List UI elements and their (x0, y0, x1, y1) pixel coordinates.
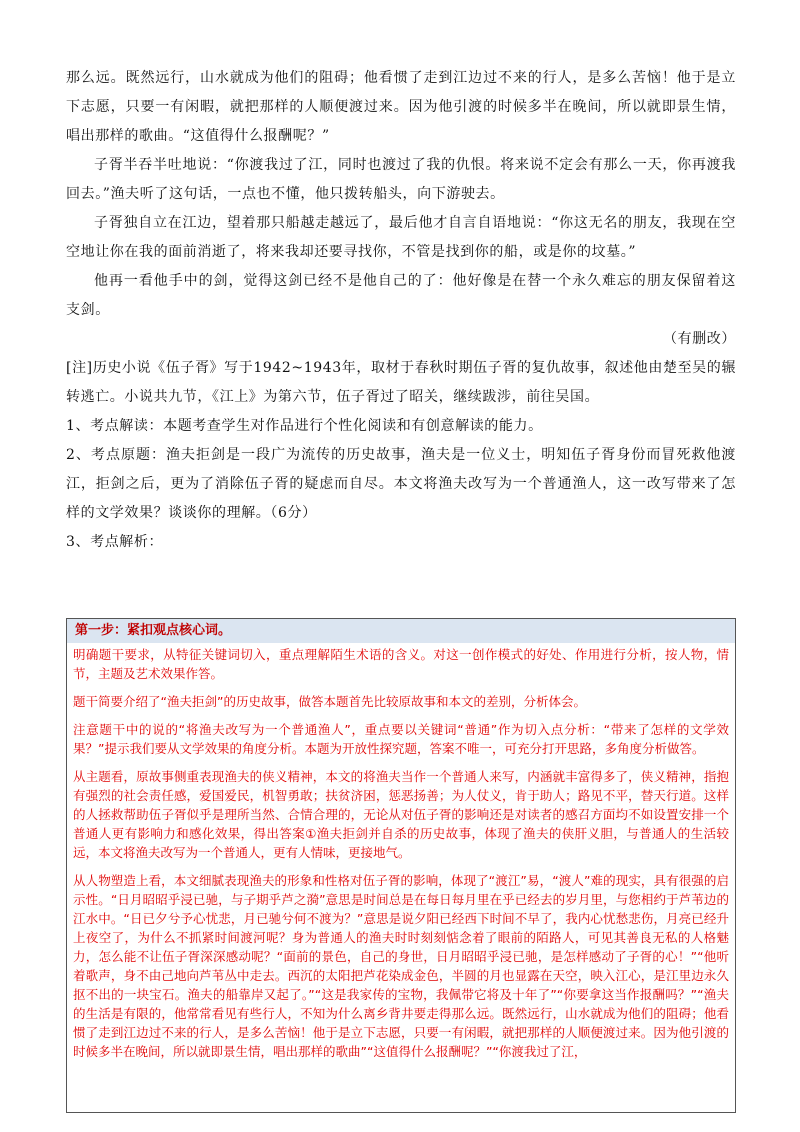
body-text (66, 64, 736, 557)
paragraph: 子胥独自立在江边，望着那只船越走越远了，最后他才自言自语地说：“你这无名的朋友，我现在空空地让你在我的面前消逝了，将来我却还要寻找你，不管是找到你的船，或是你的坟墓。” (66, 215, 736, 260)
analysis-paragraph: 明确题干要求，从特征关键词切入，重点理解陌生术语的含义。对这一创作模式的好处、作用进行分析，按人物，情节，主题及艺术效果作答。 (73, 647, 729, 681)
analysis-paragraph: 题干简要介绍了“渔夫拒剑”的历史故事，做答本题首先比较原故事和本文的差别，分析体会。 (73, 694, 586, 709)
paragraph: [注]历史小说《伍子胥》写于1942~1943年，取材于春秋时期伍子胥的复仇故事，叙述他由楚至吴的辗转逃亡。小说共九节，《江上》为第六节，伍子胥过了昭关，继续跋涉，前往吴国。 (66, 360, 736, 405)
paragraph: 3、考点解析： (66, 534, 164, 550)
analysis-heading: 第一步：紧扣观点核心词。 (67, 619, 735, 643)
paragraph: 1、考点解读：本题考查学生对作品进行个性化阅读和有创意解读的能力。 (66, 418, 543, 434)
analysis-body (67, 643, 735, 1061)
analysis-paragraph: 从主题看，原故事侧重表现渔夫的侠义精神，本文的将渔夫当作一个普通人来写，内涵就丰富得多了，侠义精神，指抱有强烈的社会责任感，爱国爱民，机智勇敢；扶贫济困，惩恶扬善；为人仗义，肯于助人；路见不平，替天行道。这样的人拯救帮助伍子胥似乎是理所当然、合情合理的，无论从对伍子胥的影响还是对读者的感召方面均不如设置安排一个普通人更有影响力和感化效果，得出答案①渔夫拒剑并自杀的历史故事，体现了渔夫的侠肝义胆，与普通人的生活较远，本文将渔夫改写为一个普通人，更有人情味，更接地气。 (73, 769, 729, 860)
paragraph: 他再一看他手中的剑，觉得这剑已经不是他自己的了：他好像是在替一个永久难忘的朋友保留着这支剑。 (66, 273, 736, 318)
paragraph: 子胥半吞半吐地说：“你渡我过了江，同时也渡过了我的仇恨。将来说不定会有那么一天，你再渡我回去。”渔夫听了这句话，一点也不懂，他只拨转船头，向下游驶去。 (66, 157, 736, 202)
analysis-paragraph: 从人物塑造上看，本文细腻表现渔夫的形象和性格对伍子胥的影响，体现了“渡江”易，“渡人”难的现实，具有很强的启示性。“日月昭昭乎浸已驰，与子期乎芦之漪”意思是时间总是在每日每月里在乎已经去的岁月里，与您相约于芦苇边的江水中。“日已夕兮予心忧悲，月已驰兮何不渡为？”意思是说夕阳已经西下时间不早了，我内心忧愁悲伤，月亮已经升上夜空了，为什么不抓紧时间渡河呢？身为普通人的渔夫时时刻刻惦念着了眼前的陌路人，可见其善良无私的人格魅力，怎么能不让伍子胥深深感动呢？“面前的景色，自己的身世，日月昭昭乎浸已驰，是怎样感动了子胥的心！”“他听着歌声，身不由己地向芦苇丛中走去。西沉的太阳把芦花染成金色，半圆的月也显露在天空，映入江心，是江里边永久抠不出的一块宝石。渔夫的船靠岸又起了。”“这是我家传的宝物，我佩带它将及十年了”“你要拿这当作报酬吗？”“渔夫的生活是有限的，他常常看见有些行人，不知为什么离乡背井要走得那么远。既然远行，山水就成为他们的阻碍；他看惯了走到江边过不来的行人，是多么苦恼！他于是立下志愿，只要一有闲暇，就把那样的人顺便渡过来。因为他引渡的时候多半在晚间，所以就即景生情，唱出那样的歌曲”“这值得什么报酬呢？”“你渡我过了江， (73, 873, 729, 1059)
paragraph: 2、考点原题：渔夫拒剑是一段广为流传的历史故事，渔夫是一位义士，明知伍子胥身份而冒死救他渡江，拒剑之后，更为了消除伍子胥的疑虑而自尽。本文将渔夫改写为一个普通渔人，这一改写带来了怎样的文学效果？谈谈你的理解。（6分） (66, 447, 736, 521)
analysis-box (66, 618, 736, 1113)
analysis-paragraph: 注意题干中的说的“将渔夫改写为一个普通渔人”，重点要以关键词“普通”作为切入点分析：“带来了怎样的文学效果？”提示我们要从文学效果的角度分析。本题为开放性探究题，答案不唯一，可充分打开思路，多角度分析做答。 (73, 722, 729, 756)
paragraph: （有删改） (663, 331, 736, 347)
paragraph: 那么远。既然远行，山水就成为他们的阻碍；他看惯了走到江边过不来的行人，是多么苦恼！他于是立下志愿，只要一有闲暇，就把那样的人顺便渡过来。因为他引渡的时候多半在晚间，所以就即景生情，唱出那样的歌曲。“这值得什么报酬呢？” (66, 70, 736, 144)
